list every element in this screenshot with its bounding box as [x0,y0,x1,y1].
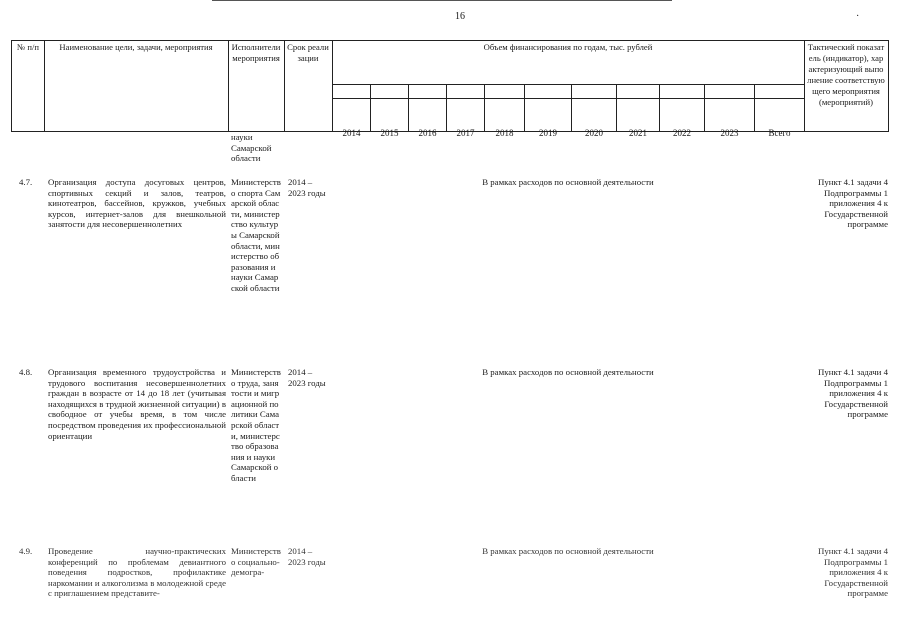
row-executor: Министерство труда, занятости и миграционной политики Самарской области, министерство образования и науки Самарской области [231,367,281,483]
table-left-border [11,40,12,131]
row-finance: В рамках расходов по основной деятельности [482,546,654,556]
header-indicator: Тактический показатель (индикатор), характеризующий выполнение соответствующего мероприятия (мероприятий) [807,42,885,107]
col-divider [228,40,229,131]
year-divider [484,84,485,131]
row-name: Организация доступа досуговых центров, спортивных секций и залов, театров, кинотеатров, бассейнов, кружков, учебных курсов, интернет-залов для внешкольной занятости для несовершеннолетних [48,177,226,230]
row-term: 2014 – 2023 годы [288,546,326,567]
row-executor: Министерство социально-демогра- [231,546,281,578]
row-term: 2014 – 2023 годы [288,177,326,198]
year-divider [446,84,447,131]
year-2021: 2021 [629,128,647,138]
row-name: Проведение научно-практических конференций по проблемам девиантного поведения подростков, профилактике наркомании и алкоголизма в молодежной среде с приглашением представите- [48,546,226,599]
col-divider [804,40,805,131]
top-rule [212,0,672,1]
header-term: Срок реализации [287,42,329,63]
page-number: 16 [455,11,465,22]
continued-executor: науки Самарской области [231,132,272,164]
row-name: Организация временного трудоустройства и трудового воспитания несовершеннолетних граждан в возрасте от 14 до 18 лет (учитывая находящихся в трудной жизненной ситуации) в свободное от учебы время, в том числе посредством проведения их профессиональной ориентации [48,367,226,441]
header-top-border [11,40,889,41]
table-right-border [888,40,889,131]
year-2020: 2020 [585,128,603,138]
speck-mark: · [856,11,860,22]
row-num: 4.9. [19,546,33,556]
header-executor: Исполнители мероприятия [231,42,281,63]
row-num: 4.7. [19,177,33,187]
year-divider [524,84,525,131]
year-divider [571,84,572,131]
year-divider [616,84,617,131]
year-divider [408,84,409,131]
year-2018: 2018 [495,128,514,138]
row-finance: В рамках расходов по основной деятельности [482,367,654,377]
year-divider [370,84,371,131]
year-2019: 2019 [539,128,557,138]
col-divider [332,40,333,131]
row-indicator: Пункт 4.1 задачи 4 Подпрограммы 1 приложения 4 к Государственной программе [818,367,888,420]
year-2022: 2022 [673,128,691,138]
year-2023: 2023 [720,128,739,138]
year-divider [659,84,660,131]
year-2014: 2014 [342,128,361,138]
years-top-border [332,84,804,85]
year-2017: 2017 [456,128,475,138]
year-divider [754,84,755,131]
year-total: Всего [768,128,791,138]
row-indicator: Пункт 4.1 задачи 4 Подпрограммы 1 приложения 4 к Государственной программе [818,546,888,599]
col-divider [284,40,285,131]
row-finance: В рамках расходов по основной деятельности [482,177,654,187]
row-term: 2014 – 2023 годы [288,367,326,388]
header-num: № п/п [17,42,39,52]
header-finance: Объем финансирования по годам, тыс. рублей [483,42,653,52]
year-2016: 2016 [418,128,437,138]
header-name: Наименование цели, задачи, мероприятия [59,42,213,52]
years-bottom-border [332,98,804,99]
row-indicator: Пункт 4.1 задачи 4 Подпрограммы 1 приложения 4 к Государственной программе [818,177,888,230]
year-divider [704,84,705,131]
program-table [11,40,889,600]
row-executor: Министерство спорта Самарской области, министерство культуры Самарской области, министерство образования и науки Самарской области [231,177,281,293]
year-2015: 2015 [380,128,399,138]
row-num: 4.8. [19,367,33,377]
col-divider [44,40,45,131]
